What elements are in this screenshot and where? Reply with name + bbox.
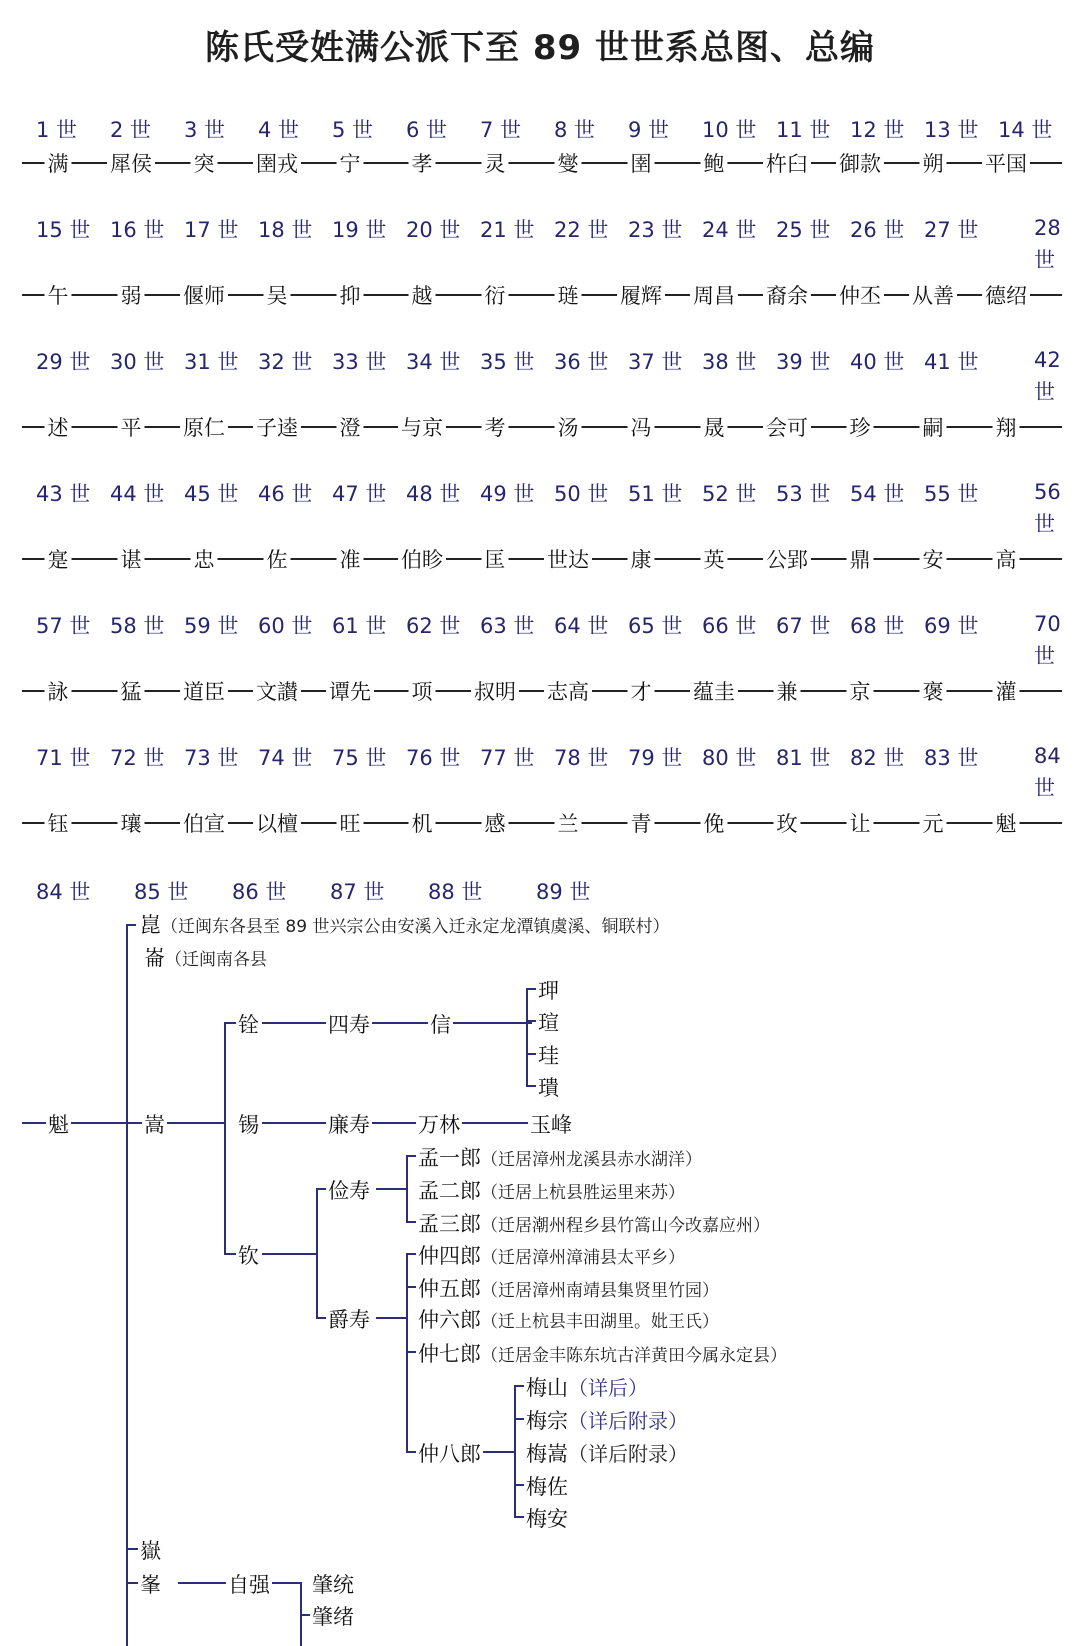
tree-line bbox=[526, 988, 536, 990]
generation-label: 44 世 bbox=[110, 482, 165, 506]
generation-label: 23 世 bbox=[628, 218, 683, 242]
generation-label: 51 世 bbox=[628, 482, 683, 506]
ancestor-name: 兰 bbox=[555, 808, 582, 838]
generation-label: 70 世 bbox=[1034, 612, 1061, 668]
generation-label: 74 世 bbox=[258, 746, 313, 770]
tree-node-meng bbox=[416, 1142, 704, 1172]
generation-label: 32 世 bbox=[258, 350, 313, 374]
tree-node-qin: 钦 bbox=[236, 1240, 261, 1270]
ancestor-name: 寔 bbox=[45, 544, 72, 574]
ancestor-name: 世达 bbox=[544, 544, 592, 574]
tree-line bbox=[406, 1286, 416, 1288]
generation-label: 60 世 bbox=[258, 614, 313, 638]
generation-label: 58 世 bbox=[110, 614, 165, 638]
generation-label: 84 世 bbox=[1034, 744, 1061, 800]
generation-label: 59 世 bbox=[184, 614, 239, 638]
node-name: 仲五郎 bbox=[418, 1277, 481, 1301]
tree-line bbox=[514, 1385, 516, 1517]
node-note: （迁居金丰陈东坑古洋黄田今属永定县） bbox=[481, 1346, 787, 1366]
tree-line bbox=[406, 1451, 416, 1453]
node-note: （详后附录） bbox=[568, 1409, 688, 1433]
tree-node-meng bbox=[416, 1208, 772, 1238]
generation-label: 35 世 bbox=[480, 350, 535, 374]
ancestor-name: 京 bbox=[847, 676, 874, 706]
tree-line bbox=[376, 1188, 408, 1190]
ancestor-name: 德绍 bbox=[982, 280, 1030, 310]
ancestor-name: 才 bbox=[628, 676, 655, 706]
ancestor-name: 汤 bbox=[555, 412, 582, 442]
lineage-line bbox=[22, 822, 1062, 824]
generation-label: 36 世 bbox=[554, 350, 609, 374]
generation-label: 29 世 bbox=[36, 350, 91, 374]
generation-label: 15 世 bbox=[36, 218, 91, 242]
generation-label: 22 世 bbox=[554, 218, 609, 242]
page-title: 陈氏受姓满公派下至 89 世世系总图、总编 bbox=[205, 28, 875, 68]
generation-label: 53 世 bbox=[776, 482, 831, 506]
generation-label: 67 世 bbox=[776, 614, 831, 638]
generation-label: 55 世 bbox=[924, 482, 979, 506]
lineage-line bbox=[22, 294, 1062, 296]
ancestor-name: 衍 bbox=[482, 280, 509, 310]
tree-gen-label: 86 世 bbox=[232, 880, 287, 904]
ancestor-name: 让 bbox=[847, 808, 874, 838]
generation-label: 5 世 bbox=[332, 118, 374, 142]
tree-line bbox=[526, 1085, 536, 1087]
generation-label: 10 世 bbox=[702, 118, 757, 142]
generation-label: 16 世 bbox=[110, 218, 165, 242]
ancestor-name: 旺 bbox=[337, 808, 364, 838]
generation-label: 73 世 bbox=[184, 746, 239, 770]
tree-node-kui: 魁 bbox=[46, 1109, 71, 1139]
ancestor-name: 叔明 bbox=[471, 676, 519, 706]
generation-label: 9 世 bbox=[628, 118, 670, 142]
generation-label: 48 世 bbox=[406, 482, 461, 506]
generation-label: 83 世 bbox=[924, 746, 979, 770]
node-note: （详后） bbox=[568, 1376, 648, 1400]
ancestor-name: 述 bbox=[45, 412, 72, 442]
ancestor-name: 孝 bbox=[409, 148, 436, 178]
ancestor-name: 杵臼 bbox=[763, 148, 811, 178]
node-name: 仲七郎 bbox=[418, 1342, 481, 1366]
generation-label: 1 世 bbox=[36, 118, 78, 142]
node-name: 梅山 bbox=[526, 1376, 568, 1400]
tree-line bbox=[526, 988, 528, 1087]
tree-node-child: 瑄 bbox=[536, 1007, 561, 1037]
ancestor-name: 玫 bbox=[774, 808, 801, 838]
ancestor-name: 匡 bbox=[482, 544, 509, 574]
ancestor-name: 偃师 bbox=[180, 280, 228, 310]
generation-label: 26 世 bbox=[850, 218, 905, 242]
tree-line bbox=[224, 1022, 226, 1254]
generation-label: 27 世 bbox=[924, 218, 979, 242]
tree-line bbox=[262, 1022, 532, 1024]
ancestor-name: 吴 bbox=[264, 280, 291, 310]
ancestor-name: 机 bbox=[409, 808, 436, 838]
ancestor-name: 仲丕 bbox=[836, 280, 884, 310]
ancestor-name: 晟 bbox=[701, 412, 728, 442]
tree-node-wanlin: 万林 bbox=[416, 1109, 462, 1139]
tree-node-mei: 梅佐 bbox=[524, 1471, 570, 1501]
ancestor-name: 公郢 bbox=[763, 544, 811, 574]
ancestor-name: 翔 bbox=[993, 412, 1020, 442]
tree-node-mei bbox=[524, 1405, 690, 1435]
generation-label: 41 世 bbox=[924, 350, 979, 374]
ancestor-name: 以檀 bbox=[253, 808, 301, 838]
generation-label: 77 世 bbox=[480, 746, 535, 770]
tree-node-zhong bbox=[416, 1273, 721, 1303]
generation-label: 20 世 bbox=[406, 218, 461, 242]
lineage-line bbox=[22, 690, 1062, 692]
ancestor-name: 高 bbox=[993, 544, 1020, 574]
tree-line bbox=[406, 1221, 416, 1223]
tree-node-zhaoxu: 肇绪 bbox=[310, 1601, 356, 1631]
ancestor-name: 文讃 bbox=[253, 676, 301, 706]
generation-label: 24 世 bbox=[702, 218, 757, 242]
ancestor-name: 道臣 bbox=[180, 676, 228, 706]
generation-label: 46 世 bbox=[258, 482, 313, 506]
ancestor-name: 谌 bbox=[118, 544, 145, 574]
node-name: 孟三郎 bbox=[418, 1212, 481, 1236]
ancestor-name: 元 bbox=[920, 808, 947, 838]
ancestor-name: 鼎 bbox=[847, 544, 874, 574]
ancestor-name: 伯宣 bbox=[180, 808, 228, 838]
generation-label: 25 世 bbox=[776, 218, 831, 242]
ancestor-name: 平国 bbox=[982, 148, 1030, 178]
tree-line bbox=[376, 1317, 408, 1319]
generation-label: 39 世 bbox=[776, 350, 831, 374]
ancestor-name: 志高 bbox=[544, 676, 592, 706]
tree-node-feng: 峯 bbox=[138, 1569, 163, 1599]
node-name: 仲四郎 bbox=[418, 1244, 481, 1268]
tree-gen-label: 84 世 bbox=[36, 880, 91, 904]
generation-label: 6 世 bbox=[406, 118, 448, 142]
ancestor-name: 满 bbox=[45, 148, 72, 178]
tree-node-quan: 铨 bbox=[236, 1009, 261, 1039]
tree-node-lianshou: 廉寿 bbox=[326, 1109, 372, 1139]
ancestor-name: 会可 bbox=[763, 412, 811, 442]
generation-label: 62 世 bbox=[406, 614, 461, 638]
generation-label: 33 世 bbox=[332, 350, 387, 374]
tree-node-jianshou: 俭寿 bbox=[326, 1175, 372, 1205]
node-name: 孟二郎 bbox=[418, 1179, 481, 1203]
node-name: 崙 bbox=[144, 946, 165, 970]
generation-label: 79 世 bbox=[628, 746, 683, 770]
generation-label: 37 世 bbox=[628, 350, 683, 374]
generation-label: 52 世 bbox=[702, 482, 757, 506]
tree-line bbox=[514, 1385, 524, 1387]
tree-line bbox=[406, 1155, 416, 1157]
ancestor-name: 澄 bbox=[337, 412, 364, 442]
tree-line bbox=[514, 1516, 524, 1518]
ancestor-name: 嗣 bbox=[920, 412, 947, 442]
generation-label: 47 世 bbox=[332, 482, 387, 506]
generation-label: 56 世 bbox=[1034, 480, 1061, 536]
ancestor-name: 裔余 bbox=[763, 280, 811, 310]
lineage-line bbox=[22, 162, 1062, 164]
ancestor-name: 灵 bbox=[482, 148, 509, 178]
tree-node-child: 珪 bbox=[536, 1040, 561, 1070]
tree-line bbox=[526, 1053, 536, 1055]
ancestor-name: 康 bbox=[628, 544, 655, 574]
ancestor-name: 越 bbox=[409, 280, 436, 310]
ancestor-name: 伯眕 bbox=[398, 544, 446, 574]
tree-node-zhong bbox=[416, 1338, 789, 1368]
ancestor-name: 安 bbox=[920, 544, 947, 574]
ancestor-name: 突 bbox=[191, 148, 218, 178]
ancestor-name: 褒 bbox=[920, 676, 947, 706]
tree-line bbox=[316, 1188, 326, 1190]
tree-node-zhongbalang: 仲八郎 bbox=[416, 1438, 483, 1468]
generation-label: 28 世 bbox=[1034, 216, 1061, 272]
tree-gen-label: 85 世 bbox=[134, 880, 189, 904]
tree-node-xin: 信 bbox=[428, 1009, 453, 1039]
ancestor-name: 弱 bbox=[118, 280, 145, 310]
ancestor-name: 准 bbox=[337, 544, 364, 574]
tree-node-meng bbox=[416, 1175, 687, 1205]
ancestor-name: 犀侯 bbox=[107, 148, 155, 178]
generation-label: 61 世 bbox=[332, 614, 387, 638]
tree-line bbox=[126, 1582, 138, 1584]
generation-label: 54 世 bbox=[850, 482, 905, 506]
generation-label: 21 世 bbox=[480, 218, 535, 242]
ancestor-name: 兼 bbox=[774, 676, 801, 706]
generation-label: 18 世 bbox=[258, 218, 313, 242]
tree-gen-label: 87 世 bbox=[330, 880, 385, 904]
ancestor-name: 谭先 bbox=[326, 676, 374, 706]
ancestor-name: 圉 bbox=[628, 148, 655, 178]
tree-node-mei: 梅安 bbox=[524, 1503, 570, 1533]
ancestor-name: 猛 bbox=[118, 676, 145, 706]
tree-node-jueshou: 爵寿 bbox=[326, 1304, 372, 1334]
tree-line bbox=[126, 1548, 138, 1550]
generation-label: 64 世 bbox=[554, 614, 609, 638]
tree-node-yufeng: 玉峰 bbox=[528, 1109, 574, 1139]
generation-label: 72 世 bbox=[110, 746, 165, 770]
tree-line bbox=[224, 1253, 236, 1255]
ancestor-name: 冯 bbox=[628, 412, 655, 442]
lineage-line bbox=[22, 558, 1062, 560]
ancestor-name: 抑 bbox=[337, 280, 364, 310]
ancestor-name: 朔 bbox=[920, 148, 947, 178]
tree-line bbox=[406, 1253, 416, 1255]
generation-label: 14 世 bbox=[998, 118, 1053, 142]
generation-label: 31 世 bbox=[184, 350, 239, 374]
ancestor-name: 宁 bbox=[337, 148, 364, 178]
generation-label: 78 世 bbox=[554, 746, 609, 770]
generation-label: 19 世 bbox=[332, 218, 387, 242]
generation-label: 63 世 bbox=[480, 614, 535, 638]
tree-node-sishou: 四寿 bbox=[326, 1009, 372, 1039]
ancestor-name: 原仁 bbox=[180, 412, 228, 442]
ancestor-name: 子逵 bbox=[253, 412, 301, 442]
ancestor-name: 灌 bbox=[993, 676, 1020, 706]
tree-node-mei bbox=[524, 1372, 650, 1402]
generation-label: 65 世 bbox=[628, 614, 683, 638]
ancestor-name: 项 bbox=[409, 676, 436, 706]
ancestor-name: 魁 bbox=[993, 808, 1020, 838]
ancestor-name: 英 bbox=[701, 544, 728, 574]
generation-label: 2 世 bbox=[110, 118, 152, 142]
tree-line bbox=[126, 924, 128, 1646]
generation-label: 50 世 bbox=[554, 482, 609, 506]
generation-label: 7 世 bbox=[480, 118, 522, 142]
generation-label: 12 世 bbox=[850, 118, 905, 142]
ancestor-name: 钰 bbox=[45, 808, 72, 838]
ancestor-name: 詠 bbox=[45, 676, 72, 706]
ancestor-name: 周昌 bbox=[690, 280, 738, 310]
node-note: （迁上杭县丰田湖里。妣王氏） bbox=[481, 1312, 719, 1332]
tree-node-mei bbox=[524, 1438, 690, 1468]
ancestor-name: 俛 bbox=[701, 808, 728, 838]
node-name: 梅宗 bbox=[526, 1409, 568, 1433]
tree-line bbox=[180, 1122, 226, 1124]
generation-label: 30 世 bbox=[110, 350, 165, 374]
generation-label: 82 世 bbox=[850, 746, 905, 770]
node-note: （迁居上杭县胜运里来苏） bbox=[481, 1183, 685, 1203]
generation-label: 17 世 bbox=[184, 218, 239, 242]
generation-label: 71 世 bbox=[36, 746, 91, 770]
node-name: 孟一郎 bbox=[418, 1146, 481, 1170]
ancestor-name: 珍 bbox=[847, 412, 874, 442]
tree-node-kun bbox=[138, 909, 671, 939]
ancestor-name: 午 bbox=[45, 280, 72, 310]
ancestor-name: 燮 bbox=[555, 148, 582, 178]
tree-line bbox=[406, 1155, 408, 1222]
node-name: 仲六郎 bbox=[418, 1308, 481, 1332]
node-note: （迁闽东各县至 89 世兴宗公由安溪入迁永定龙潭镇虞溪、铜联村） bbox=[161, 917, 670, 937]
generation-label: 81 世 bbox=[776, 746, 831, 770]
tree-line bbox=[224, 1022, 236, 1024]
generation-label: 66 世 bbox=[702, 614, 757, 638]
generation-label: 43 世 bbox=[36, 482, 91, 506]
ancestor-name: 鲍 bbox=[701, 148, 728, 178]
tree-node-song: 嵩 bbox=[142, 1109, 167, 1139]
tree-gen-label: 89 世 bbox=[536, 880, 591, 904]
tree-line bbox=[316, 1317, 326, 1319]
generation-label: 13 世 bbox=[924, 118, 979, 142]
generation-label: 80 世 bbox=[702, 746, 757, 770]
tree-line bbox=[300, 1614, 310, 1616]
ancestor-name: 佐 bbox=[264, 544, 291, 574]
ancestor-name: 瓖 bbox=[118, 808, 145, 838]
ancestor-name: 忠 bbox=[191, 544, 218, 574]
node-name: 崑 bbox=[140, 913, 161, 937]
tree-line bbox=[126, 924, 136, 926]
generation-label: 49 世 bbox=[480, 482, 535, 506]
ancestor-name: 蕴圭 bbox=[690, 676, 738, 706]
tree-node-ziqiang: 自强 bbox=[226, 1569, 272, 1599]
ancestor-name: 履辉 bbox=[617, 280, 665, 310]
ancestor-name: 考 bbox=[482, 412, 509, 442]
node-note: （迁居潮州程乡县竹篙山今改嘉应州） bbox=[481, 1216, 770, 1236]
ancestor-name: 平 bbox=[118, 412, 145, 442]
tree-line bbox=[406, 1351, 416, 1353]
tree-line bbox=[262, 1253, 318, 1255]
ancestor-name: 圉戎 bbox=[253, 148, 301, 178]
generation-label: 45 世 bbox=[184, 482, 239, 506]
generation-label: 68 世 bbox=[850, 614, 905, 638]
node-note: （迁居漳州南靖县集贤里竹园） bbox=[481, 1281, 719, 1301]
generation-label: 38 世 bbox=[702, 350, 757, 374]
generation-label: 57 世 bbox=[36, 614, 91, 638]
tree-node-zhong bbox=[416, 1304, 721, 1334]
node-note: （详后附录） bbox=[568, 1442, 688, 1466]
tree-line bbox=[514, 1484, 524, 1486]
generation-label: 3 世 bbox=[184, 118, 226, 142]
ancestor-name: 与京 bbox=[398, 412, 446, 442]
tree-node-child: 玾 bbox=[536, 975, 561, 1005]
tree-node-zhong bbox=[416, 1240, 687, 1270]
tree-gen-label: 88 世 bbox=[428, 880, 483, 904]
generation-label: 8 世 bbox=[554, 118, 596, 142]
node-note: （迁居漳州漳浦县太平乡） bbox=[481, 1248, 685, 1268]
generation-label: 76 世 bbox=[406, 746, 461, 770]
tree-line bbox=[526, 1020, 536, 1022]
node-note: （迁闽南各县 bbox=[165, 950, 267, 970]
node-name: 梅嵩 bbox=[526, 1442, 568, 1466]
ancestor-name: 琏 bbox=[555, 280, 582, 310]
tree-line bbox=[480, 1451, 516, 1453]
tree-node-lun bbox=[142, 942, 269, 972]
ancestor-name: 从善 bbox=[909, 280, 957, 310]
tree-node-yue: 嶽 bbox=[138, 1535, 163, 1565]
lineage-line bbox=[22, 426, 1062, 428]
node-note: （迁居漳州龙溪县赤水湖洋） bbox=[481, 1150, 702, 1170]
generation-label: 11 世 bbox=[776, 118, 831, 142]
ancestor-name: 御款 bbox=[836, 148, 884, 178]
tree-node-xi: 锡 bbox=[236, 1109, 261, 1139]
tree-node-zhaotong: 肇统 bbox=[310, 1569, 356, 1599]
tree-node-child: 璝 bbox=[536, 1072, 561, 1102]
ancestor-name: 感 bbox=[482, 808, 509, 838]
tree-line bbox=[514, 1418, 524, 1420]
generation-label: 69 世 bbox=[924, 614, 979, 638]
generation-label: 4 世 bbox=[258, 118, 300, 142]
generation-label: 42 世 bbox=[1034, 348, 1061, 404]
tree-line bbox=[262, 1122, 532, 1124]
ancestor-name: 青 bbox=[628, 808, 655, 838]
generation-label: 75 世 bbox=[332, 746, 387, 770]
generation-label: 40 世 bbox=[850, 350, 905, 374]
generation-label: 34 世 bbox=[406, 350, 461, 374]
tree-line bbox=[316, 1188, 318, 1318]
